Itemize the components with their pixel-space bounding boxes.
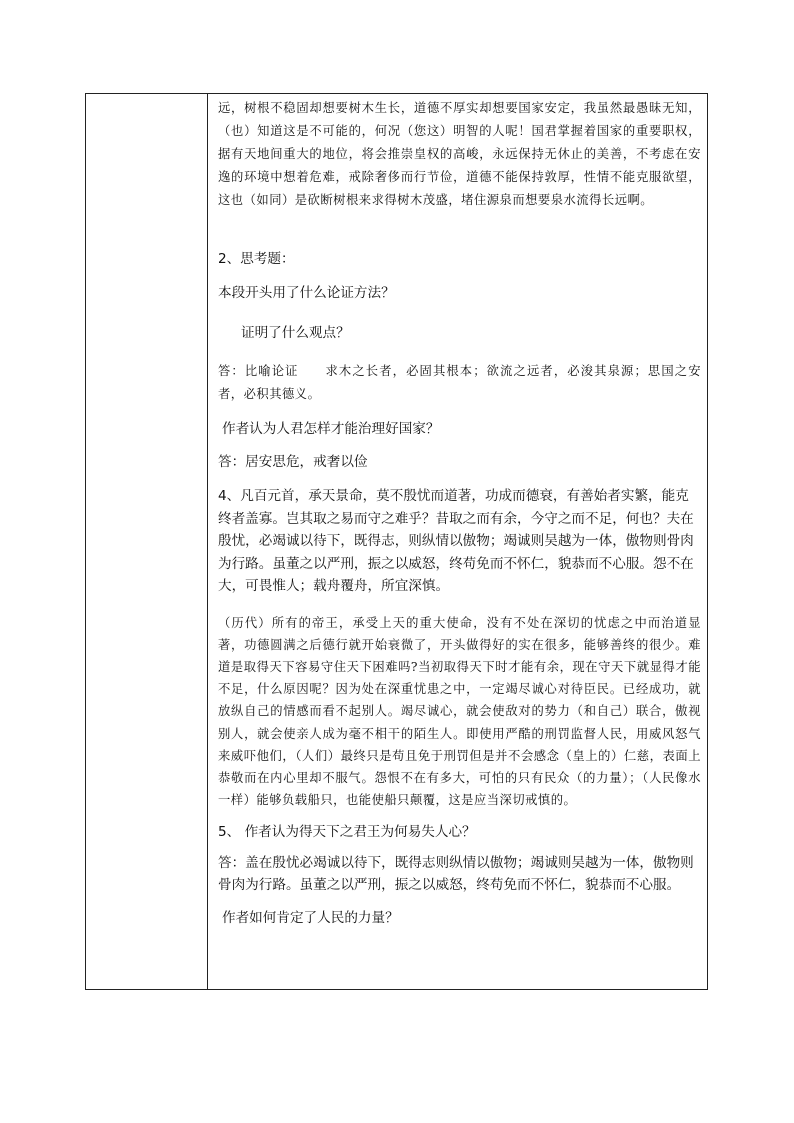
answer-govern-country: 答：居安思危，戒奢以俭 <box>218 454 368 470</box>
answer-argument-method: 答：比喻论证 求木之长者，必固其根本；欲流之远者，必浚其泉源；思国之安者，必积其德义。 <box>218 364 701 401</box>
question-viewpoint: 证明了什么观点？ <box>241 325 350 341</box>
question-people-power: 作者如何肯定了人民的力量？ <box>222 910 399 927</box>
question-argument-method: 本段开头用了什么论证方法？ <box>218 285 395 301</box>
translation-paragraph-2: （历代）所有的帝王，承受上天的重大使命，没有不处在深切的忧虑之中而治道显著，功德圆满之后德行就开始衰微了，开头做得好的实在很多，能够善终的很少。难道是取得天下容易守住天下困难吗?当初取得天下时才能有余，现在守天下就显得才能不足，什么原因呢？因为处在深重忧患之中，一定竭尽诚心对待臣民。已经成功，就放纵自己的情感而看不起别人。竭尽诚心，就会使敌对的势力（和自己）联合，傲视别人，就会使亲人成为毫不相干的陌生人。即使用严酷的刑罚监督人民，用威风怒气来威吓他们，（人们）最终只是苟且免于刑罚但是并不会感念（皇上的）仁慈，表面上恭敬而在内心里却不服气。怨恨不在有多大，可怕的只有民众（的力量）；（人民像水一样）能够负载船只，也能使船只颠覆，这是应当深切戒慎的。 <box>218 615 701 808</box>
lesson-table <box>85 93 708 990</box>
table-left-column <box>86 94 208 989</box>
answer-lose-hearts: 答：盖在殷忧必竭诚以待下，既得志则纵情以傲物；竭诚则吴越为一体，傲物则骨肉为行路。虽董之以严刑，振之以威怒，终苟免而不怀仁，貌恭而不心服。 <box>218 855 694 894</box>
thinking-questions-heading: 2、思考题： <box>218 251 295 267</box>
translation-paragraph-1: 远，树根不稳固却想要树木生长，道德不厚实却想要国家安定，我虽然最愚昧无知，（也）知道这是不可能的，何况（您这）明智的人呢！国君掌握着国家的重要职权，据有天地间重大的地位，将会推崇皇权的高峻，永远保持无休止的美善，不考虑在安逸的环境中想着危难，戒除奢侈而行节俭，道德不能保持敦厚，性情不能克服欲望，这也（如同）是砍断树根来求得树木茂盛，堵住源泉而想要泉水流得长远啊。 <box>218 101 701 207</box>
question-govern-country: 作者认为人君怎样才能治理好国家？ <box>222 421 440 437</box>
table-content-cell <box>208 94 707 989</box>
original-text-paragraph-4: 4、凡百元首，承天景命，莫不殷忧而道著，功成而德衰，有善始者实繁，能克终者盖寡。岂其取之易而守之难乎？昔取之而有余，今守之而不足，何也？夫在殷忧，必竭诚以待下，既得志，则纵情以傲物；竭诚则吴越为一体，傲物则骨肉为行路。虽董之以严刑，振之以威怒，终苟免而不怀仁，貌恭而不心服。怨不在大，可畏惟人；载舟覆舟，所宜深慎。 <box>218 488 694 594</box>
question-lose-hearts: 5、 作者认为得天下之君王为何易失人心？ <box>218 824 476 841</box>
